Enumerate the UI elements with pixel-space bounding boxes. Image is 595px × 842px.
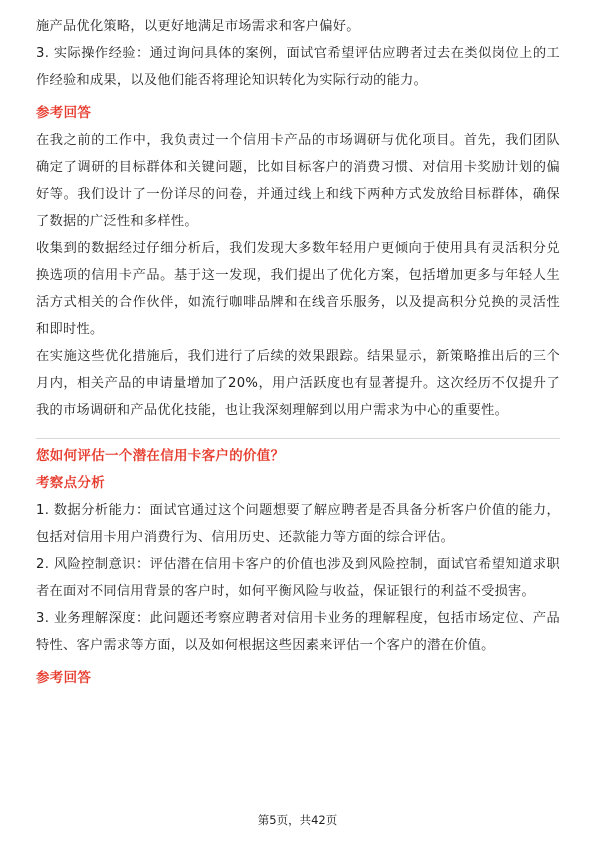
question-answer-heading: 参考回答 — [36, 670, 92, 686]
page-number: 第5页，共42页 — [257, 813, 338, 827]
section-divider — [36, 438, 560, 439]
analysis-point-1: 1. 数据分析能力：面试官通过这个问题想要了解应聘者是否具备分析客户价值的能力，包括对信用卡用户消费行为、信用历史、还款能力等方面的综合评估。 — [36, 503, 560, 545]
question-title: 您如何评估一个潜在信用卡客户的价值？ — [36, 448, 285, 464]
answer-paragraph-1: 在我之前的工作中，我负责过一个信用卡产品的市场调研与优化项目。首先，我们团队确定了调研的目标群体和关键问题，比如目标客户的消费习惯、对信用卡奖励计划的偏好等。我们设计了一份详尽的问卷，并通过线上和线下两种方式发放给目标群体，确保了数据的广泛性和多样性。 — [36, 133, 560, 229]
prev-answer-heading: 参考回答 — [36, 105, 92, 121]
intro-tail-text: 施产品优化策略，以更好地满足市场需求和客户偏好。 — [36, 19, 360, 34]
analysis-heading: 考察点分析 — [36, 475, 105, 491]
analysis-point-2: 2. 风险控制意识：评估潜在信用卡客户的价值也涉及到风险控制，面试官希望知道求职者在面对不同信用背景的客户时，如何平衡风险与收益，保证银行的利益不受损害。 — [36, 557, 560, 599]
analysis-point-3: 3. 业务理解深度：此问题还考察应聘者对信用卡业务的理解程度，包括市场定位、产品特性、客户需求等方面，以及如何根据这些因素来评估一个客户的潜在价值。 — [36, 611, 560, 653]
prev-point-3: 3. 实际操作经验：通过询问具体的案例，面试官希望评估应聘者过去在类似岗位上的工作经验和成果，以及他们能否将理论知识转化为实际行动的能力。 — [36, 46, 560, 88]
answer-paragraph-3: 在实施这些优化措施后，我们进行了后续的效果跟踪。结果显示，新策略推出后的三个月内，相关产品的申请量增加了20%，用户活跃度也有显著提升。这次经历不仅提升了我的市场调研和产品优化技能，也让我深刻理解到以用户需求为中心的重要性。 — [36, 349, 560, 418]
answer-paragraph-2: 收集到的数据经过仔细分析后，我们发现大多数年轻用户更倾向于使用具有灵活积分兑换选项的信用卡产品。基于这一发现，我们提出了优化方案，包括增加更多与年轻人生活方式相关的合作伙伴，如流行咖啡品牌和在线音乐服务，以及提高积分兑换的灵活性和即时性。 — [36, 241, 560, 337]
page-content — [36, 13, 560, 692]
